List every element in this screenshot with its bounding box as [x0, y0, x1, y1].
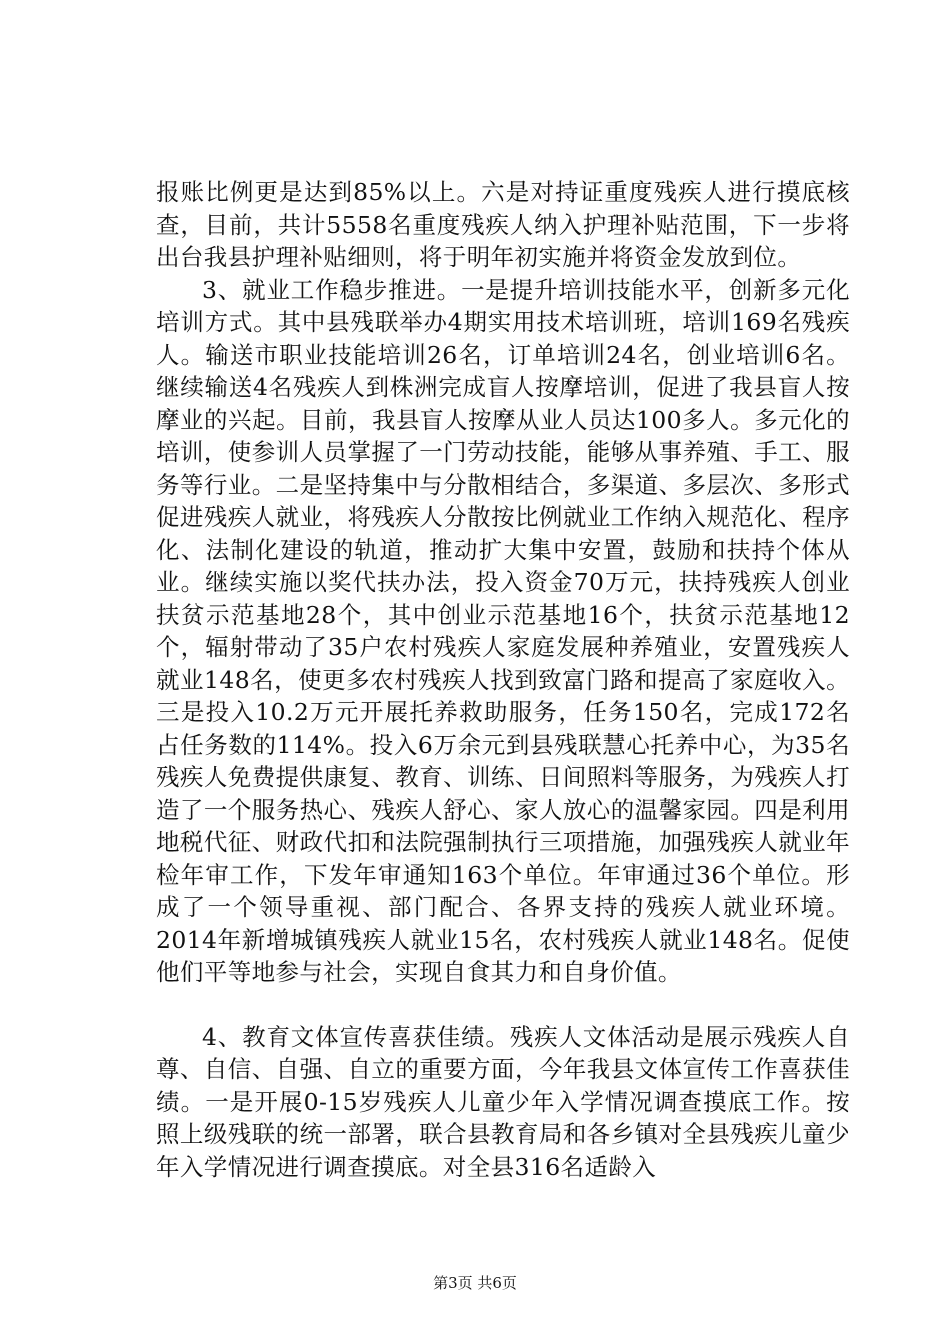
- page-footer: 第3页 共6页: [433, 1274, 517, 1292]
- paragraph-gap: [156, 989, 850, 1021]
- paragraph-employment: 3、就业工作稳步推进。一是提升培训技能水平，创新多元化培训方式。其中县残联举办4期实用技术培训班，培训169名残疾人。输送市职业技能培训26名，订单培训24名，创业培训6名。继续输送4名残疾人到株洲完成盲人按摩培训，促进了我县盲人按摩业的兴起。目前，我县盲人按摩从业人员达100多人。多元化的培训，使参训人员掌握了一门劳动技能，能够从事养殖、手工、服务等行业。二是坚持集中与分散相结合，多渠道、多层次、多形式促进残疾人就业，将残疾人分散按比例就业工作纳入规范化、程序化、法制化建设的轨道，推动扩大集中安置，鼓励和扶持个体从业。继续实施以奖代扶办法，投入资金70万元，扶持残疾人创业扶贫示范基地28个，其中创业示范基地16个，扶贫示范基地12个，辐射带动了35户农村残疾人家庭发展种养殖业，安置残疾人就业148名，使更多农村残疾人找到致富门路和提高了家庭收入。三是投入10.2万元开展托养救助服务，任务150名，完成172名占任务数的114%。投入6万余元到县残联慧心托养中心，为35名残疾人免费提供康复、教育、训练、日间照料等服务，为残疾人打造了一个服务热心、残疾人舒心、家人放心的温馨家园。四是利用地税代征、财政代扣和法院强制执行三项措施，加强残疾人就业年检年审工作，下发年审通知163个单位。年审通过36个单位。形成了一个领导重视、部门配合、各界支持的残疾人就业环境。2014年新增城镇残疾人就业15名，农村残疾人就业148名。促使他们平等地参与社会，实现自食其力和自身价值。: [156, 275, 850, 986]
- paragraph-continuation: 报账比例更是达到85%以上。六是对持证重度残疾人进行摸底核查，目前，共计5558名重度残疾人纳入护理补贴范围，下一步将出台我县护理补贴细则，将于明年初实施并将资金发放到位。: [156, 178, 850, 271]
- document-body: [156, 176, 850, 1183]
- paragraph-education: 4、教育文体宣传喜获佳绩。残疾人文体活动是展示残疾人自尊、自信、自强、自立的重要方面，今年我县文体宣传工作喜获佳绩。一是开展0-15岁残疾人儿童少年入学情况调查摸底工作。按照上级残联的统一部署，联合县教育局和各乡镇对全县残疾儿童少年入学情况进行调查摸底。对全县316名适龄入: [156, 1022, 850, 1181]
